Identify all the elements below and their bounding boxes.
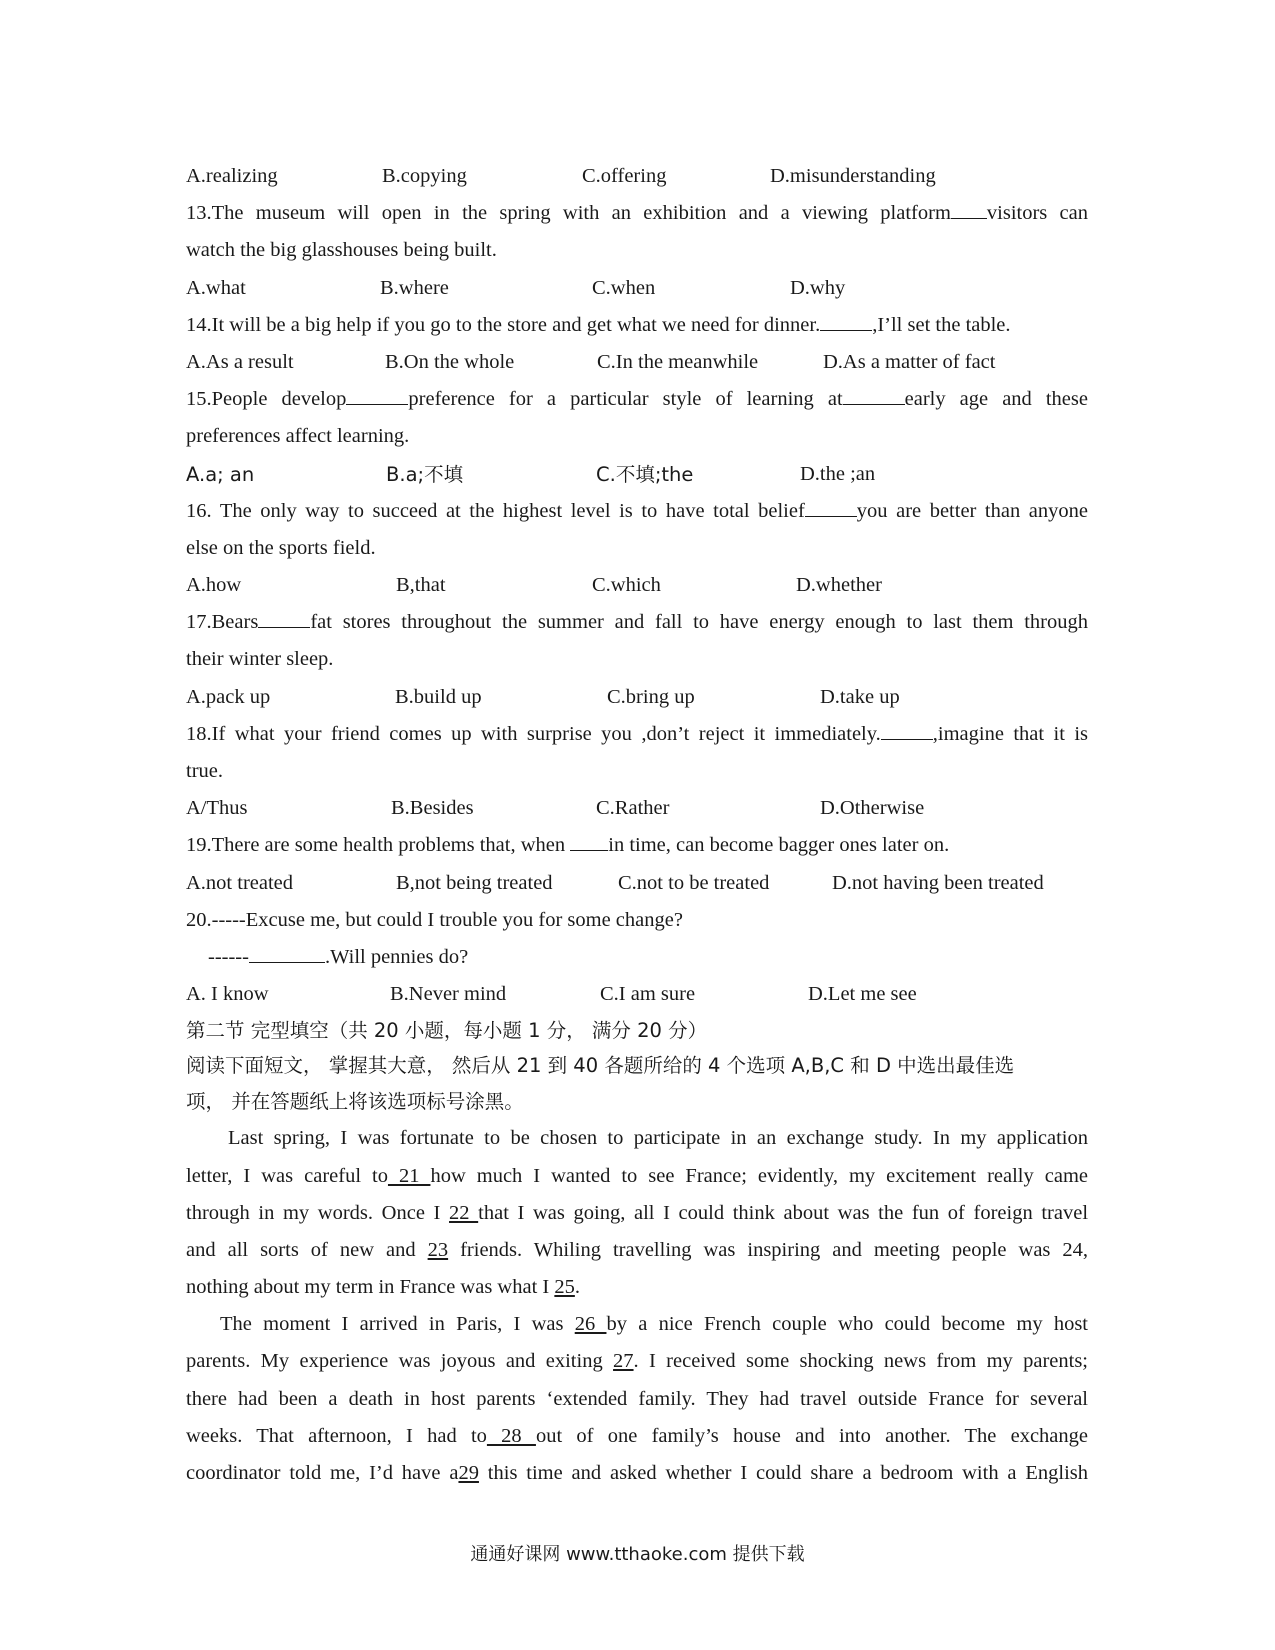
- option-c: C.not to be treated: [618, 871, 770, 894]
- passage-line: Last spring, I was fortunate to be chosen to participate in an exchange study. In my application: [228, 1127, 1088, 1150]
- answer-blank: [249, 944, 325, 963]
- answer-blank: [820, 312, 872, 331]
- option-d: D.not having been treated: [832, 871, 1044, 894]
- answer-blank: [258, 609, 310, 628]
- option-a: A.not treated: [186, 871, 294, 894]
- q14-options: [186, 344, 1088, 381]
- q19-stem: 19.There are some health problems that, when in time, can become bagger ones later on.: [186, 834, 950, 857]
- option-d: D.why: [790, 276, 846, 299]
- option-b: B.Never mind: [390, 983, 507, 1006]
- option-c: C.bring up: [607, 685, 695, 708]
- q13-options: [186, 270, 1088, 307]
- blank-22: 22: [449, 1201, 479, 1224]
- exam-page: [186, 158, 1088, 1492]
- option-d: D.take up: [820, 685, 900, 708]
- answer-blank: [570, 832, 608, 851]
- q15-options: [186, 456, 1088, 493]
- q20-options: [186, 976, 1088, 1013]
- option-b: B.a;不填: [386, 462, 464, 486]
- option-d: D.misunderstanding: [770, 165, 936, 187]
- option-a: A.As a result: [186, 350, 294, 373]
- option-c: C.不填;the: [596, 462, 694, 486]
- section-instruction-line-2: 项， 并在答题纸上将该选项标号涂黑。: [186, 1090, 524, 1114]
- option-c: C.I am sure: [600, 983, 696, 1006]
- option-c: C.when: [592, 276, 656, 299]
- section-instruction-line-1: 阅读下面短文， 掌握其大意， 然后从 21 到 40 各题所给的 4 个选项 A,B,C 和 D 中选出最佳选: [186, 1054, 1015, 1078]
- answer-blank: [346, 386, 408, 405]
- passage-line: nothing about my term in France was what I 25.: [186, 1276, 580, 1299]
- option-c: C.In the meanwhile: [597, 350, 759, 373]
- q16-stem-line-2: else on the sports field.: [186, 536, 376, 559]
- q16-stem-line-1: 16. The only way to succeed at the highest level is to have total belief you are better than anyone: [186, 499, 1088, 522]
- answer-blank: [805, 498, 857, 517]
- q15-stem-line-1: 15.People develop preference for a particular style of learning at early age and these: [186, 388, 1088, 411]
- option-d: D.Otherwise: [820, 797, 925, 820]
- option-a: A.realizing: [186, 165, 278, 187]
- option-b: B.On the whole: [385, 350, 515, 373]
- page-footer: 通通好课网 www.tthaoke.com 提供下载: [470, 1544, 805, 1565]
- answer-blank: [843, 386, 905, 405]
- option-d: D.the ;an: [800, 462, 876, 485]
- blank-27: 27: [613, 1350, 634, 1373]
- q20-stem-line-2: ------ .Will pennies do?: [208, 945, 469, 968]
- option-d: D.As a matter of fact: [823, 350, 996, 373]
- passage-line: weeks. That afternoon, I had to 28 out of one family’s house and into another. The exchange: [186, 1424, 1088, 1447]
- blank-25: 25: [554, 1276, 575, 1299]
- option-a: A.a; an: [186, 462, 255, 486]
- option-a: A.how: [186, 574, 242, 597]
- q17-stem-line-1: 17.Bears fat stores throughout the summer and fall to have energy enough to last them through: [186, 611, 1088, 634]
- q15-stem-line-2: preferences affect learning.: [186, 425, 410, 448]
- blank-26: 26: [574, 1313, 607, 1336]
- option-b: B.build up: [395, 685, 482, 708]
- q20-stem-line-1: 20.-----Excuse me, but could I trouble you for some change?: [186, 908, 683, 931]
- q18-stem-line-1: 18.If what your friend comes up with surprise you ,don’t reject it immediately. ,imagine that it is: [186, 722, 1088, 745]
- passage-line: coordinator told me, I’d have a29 this time and asked whether I could share a bedroom with a English: [186, 1462, 1088, 1484]
- option-b: B.Besides: [391, 797, 474, 820]
- passage-line: letter, I was careful to 21 how much I wanted to see France; evidently, my excitement really came: [186, 1164, 1088, 1187]
- option-a: A/Thus: [186, 797, 248, 820]
- option-b: B,not being treated: [396, 871, 553, 894]
- option-a: A.what: [186, 276, 246, 299]
- q17-options: [186, 679, 1088, 716]
- option-b: B.where: [380, 276, 449, 299]
- q16-options: [186, 567, 1088, 604]
- blank-28: 28: [486, 1424, 536, 1447]
- option-b: B,that: [396, 574, 446, 597]
- q13-stem-line-1: 13.The museum will open in the spring with an exhibition and a viewing platform visitors can: [186, 202, 1088, 225]
- option-c: C.which: [592, 574, 661, 597]
- answer-blank: [881, 721, 933, 740]
- option-d: D.whether: [796, 574, 882, 597]
- passage-line: and all sorts of new and 23 friends. Whiling travelling was inspiring and meeting people was 24,: [186, 1238, 1088, 1261]
- answer-blank: [951, 200, 987, 219]
- q14-stem: 14.It will be a big help if you go to the store and get what we need for dinner. ,I’ll set the table.: [186, 313, 1011, 336]
- passage-line: there had been a death in host parents ‘extended family. They had travel outside France for several: [186, 1387, 1088, 1410]
- option-b: B.copying: [382, 165, 467, 187]
- passage-line: parents. My experience was joyous and exiting 27. I received some shocking news from my parents;: [186, 1350, 1088, 1373]
- q18-options: [186, 790, 1088, 827]
- blank-29: 29: [458, 1462, 479, 1484]
- q12-options: [186, 158, 1088, 195]
- q19-options: [186, 865, 1088, 902]
- option-a: A.pack up: [186, 685, 271, 708]
- q17-stem-line-2: their winter sleep.: [186, 648, 334, 671]
- blank-21: 21: [387, 1164, 431, 1187]
- option-c: C.offering: [582, 165, 667, 187]
- q18-stem-line-2: true.: [186, 760, 223, 782]
- option-a: A. I know: [186, 983, 269, 1006]
- section-heading: 第二节 完型填空（共 20 小题，每小题 1 分， 满分 20 分）: [186, 1019, 708, 1043]
- option-d: D.Let me see: [808, 983, 917, 1006]
- passage-line: through in my words. Once I 22 that I was going, all I could think about was the fun of foreign travel: [186, 1201, 1088, 1224]
- blank-23: 23: [427, 1238, 449, 1261]
- q13-stem-line-2: watch the big glasshouses being built.: [186, 239, 497, 262]
- option-c: C.Rather: [596, 797, 670, 820]
- passage-line: The moment I arrived in Paris, I was 26 by a nice French couple who could become my host: [220, 1313, 1088, 1336]
